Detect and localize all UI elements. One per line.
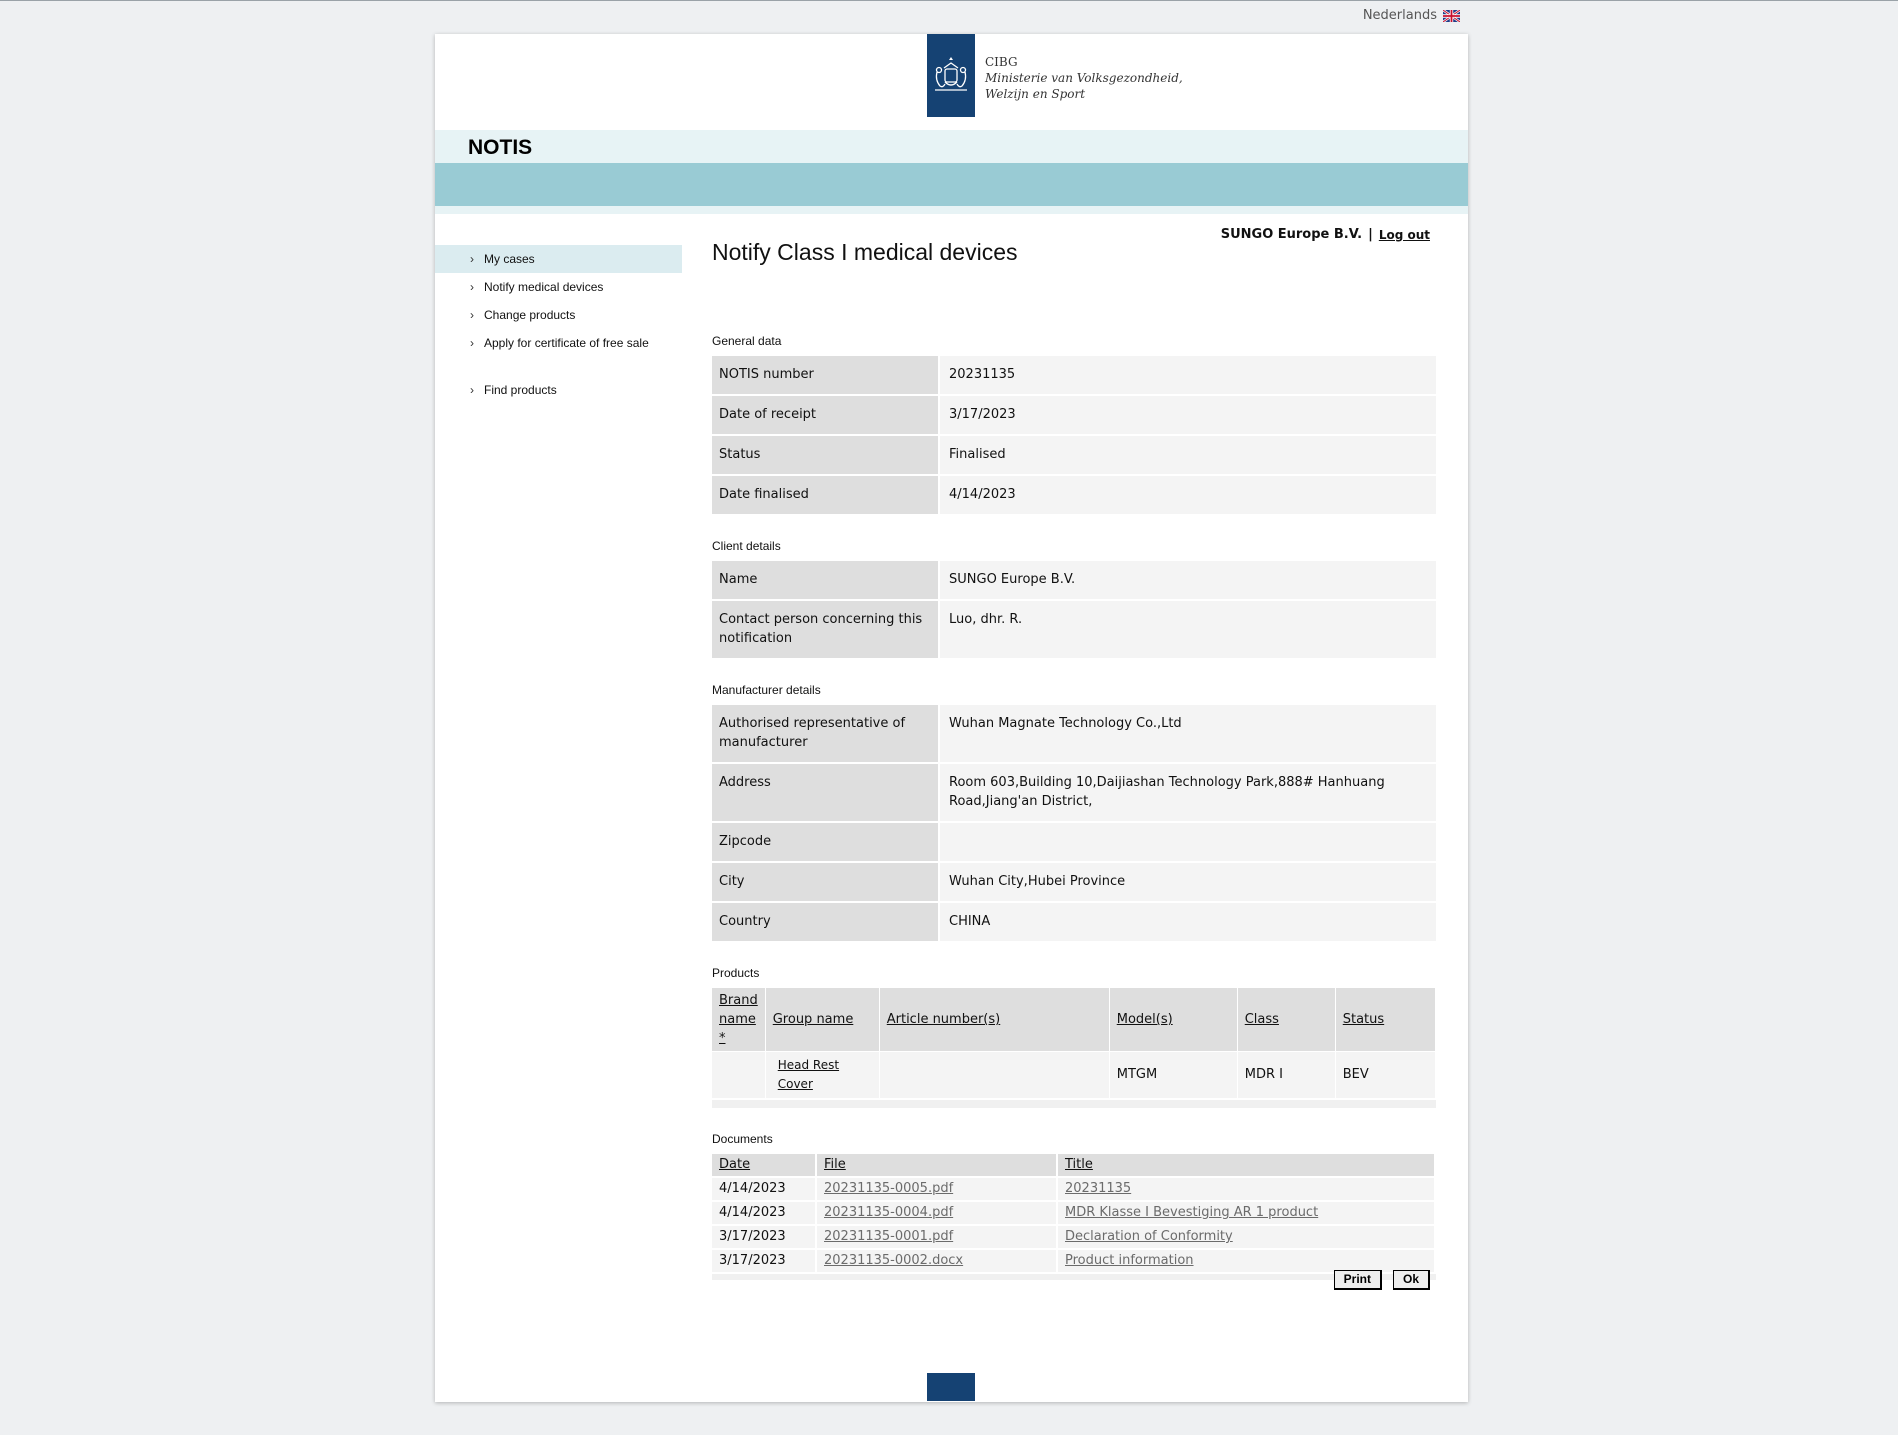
logo-ministry-line2: Welzijn en Sport: [985, 86, 1086, 101]
field-value: Finalised: [940, 436, 1436, 476]
field-label: Name: [712, 561, 940, 601]
page-container: [435, 34, 1468, 1402]
table-row: [712, 601, 1436, 660]
field-label: Date finalised: [712, 476, 940, 516]
documents-table-footer: [712, 1272, 1436, 1280]
doc-title-link[interactable]: Product information: [1065, 1253, 1194, 1268]
doc-date: 3/17/2023: [712, 1224, 817, 1248]
table-row: [712, 1051, 1436, 1098]
cell-class: MDR I: [1238, 1051, 1336, 1098]
field-label: Status: [712, 436, 940, 476]
sidebar-item-label: Notify medical devices: [484, 280, 604, 294]
cell-status: BEV: [1336, 1051, 1436, 1098]
language-link[interactable]: Nederlands: [1362, 8, 1437, 23]
field-value: CHINA: [940, 903, 1436, 943]
field-value: Wuhan City,Hubei Province: [940, 863, 1436, 903]
documents-heading: Documents: [712, 1132, 773, 1146]
products-table: [712, 988, 1436, 1098]
chevron-right-icon: ›: [470, 336, 474, 350]
table-row: [712, 476, 1436, 516]
doc-title-link[interactable]: Declaration of Conformity: [1065, 1229, 1233, 1244]
cell-article: [880, 1051, 1110, 1098]
field-value: 20231135: [940, 356, 1436, 396]
rijksoverheid-emblem-icon: [927, 34, 975, 117]
sidebar-item-label: Apply for certificate of free sale: [484, 336, 649, 350]
doc-title-link[interactable]: MDR Klasse I Bevestiging AR 1 product: [1065, 1205, 1319, 1220]
sidebar-item-label: My cases: [484, 252, 535, 266]
table-row: [712, 823, 1436, 863]
footer-logo-block: [927, 1373, 975, 1401]
client-details-heading: Client details: [712, 539, 781, 553]
field-label: Address: [712, 764, 940, 823]
table-row: [712, 396, 1436, 436]
logout-link[interactable]: Log out: [1378, 227, 1430, 242]
sort-title[interactable]: Title: [1065, 1157, 1093, 1172]
products-heading: Products: [712, 966, 760, 980]
products-table-footer: [712, 1098, 1436, 1108]
doc-file-link[interactable]: 20231135-0001.pdf: [824, 1229, 954, 1244]
sort-date[interactable]: Date: [719, 1157, 751, 1172]
general-data-table: [712, 356, 1436, 516]
sidebar-item-label: Find products: [484, 383, 557, 397]
documents-table: [712, 1154, 1436, 1272]
header-band: [435, 163, 1468, 206]
manufacturer-details-heading: Manufacturer details: [712, 683, 821, 697]
page-title: Notify Class I medical devices: [712, 239, 1018, 265]
site-logo: [927, 34, 1183, 117]
field-value: 4/14/2023: [940, 476, 1436, 516]
sidebar-item-change-products[interactable]: [435, 301, 682, 329]
table-row: [712, 1224, 1436, 1248]
chevron-right-icon: ›: [470, 252, 474, 266]
sort-group-name[interactable]: Group name: [772, 1012, 854, 1027]
doc-date: 4/14/2023: [712, 1176, 817, 1200]
sort-class[interactable]: Class: [1244, 1012, 1279, 1027]
table-row: [712, 356, 1436, 396]
field-value: 3/17/2023: [940, 396, 1436, 436]
uk-flag-icon[interactable]: [1443, 10, 1460, 22]
table-row: [712, 561, 1436, 601]
field-value: Wuhan Magnate Technology Co.,Ltd: [940, 705, 1436, 764]
sort-file[interactable]: File: [824, 1157, 846, 1172]
action-buttons: [1334, 1270, 1430, 1290]
field-label: Zipcode: [712, 823, 940, 863]
table-row: [712, 1200, 1436, 1224]
logo-ministry-line1: Ministerie van Volksgezondheid,: [985, 70, 1183, 85]
cell-model: MTGM: [1110, 1051, 1238, 1098]
client-details-table: [712, 561, 1436, 660]
sidebar-item-apply-certificate[interactable]: [435, 329, 682, 357]
table-row: [712, 1248, 1436, 1272]
table-row: [712, 705, 1436, 764]
sidebar-item-my-cases[interactable]: [435, 245, 682, 273]
user-separator: |: [1368, 227, 1373, 242]
logo-text: [985, 54, 1183, 102]
table-row: [712, 1176, 1436, 1200]
table-header-row: [712, 1154, 1436, 1176]
sort-article-numbers[interactable]: Article number(s): [886, 1012, 1001, 1027]
table-row: [712, 903, 1436, 943]
field-label: Authorised representative of manufacturer: [712, 705, 940, 764]
field-value: Luo, dhr. R.: [940, 601, 1436, 660]
sidebar-item-label: Change products: [484, 308, 576, 322]
field-value: Room 603,Building 10,Daijiashan Technology Park,888# Hanhuang Road,Jiang'an District,: [940, 764, 1436, 823]
doc-file-link[interactable]: 20231135-0002.docx: [824, 1253, 964, 1268]
general-data-heading: General data: [712, 334, 782, 348]
field-label: NOTIS number: [712, 356, 940, 396]
manufacturer-details-table: [712, 705, 1436, 943]
company-name: SUNGO Europe B.V.: [1220, 227, 1363, 242]
doc-date: 3/17/2023: [712, 1248, 817, 1272]
doc-date: 4/14/2023: [712, 1200, 817, 1224]
sort-status[interactable]: Status: [1342, 1012, 1385, 1027]
logo-org: CIBG: [985, 54, 1018, 69]
doc-title-link[interactable]: 20231135: [1065, 1181, 1132, 1196]
sort-brand-name[interactable]: Brand name *: [719, 993, 758, 1046]
chevron-right-icon: ›: [470, 280, 474, 294]
chevron-right-icon: ›: [470, 308, 474, 322]
doc-file-link[interactable]: 20231135-0005.pdf: [824, 1181, 954, 1196]
sidebar-item-notify-medical-devices[interactable]: [435, 273, 682, 301]
product-group-link[interactable]: Head Rest Cover: [777, 1058, 840, 1091]
app-title: NOTIS: [468, 136, 533, 159]
cell-brand: [712, 1051, 766, 1098]
sidebar-item-find-products[interactable]: [435, 376, 682, 404]
field-label: Contact person concerning this notification: [712, 601, 940, 660]
main-content: [712, 239, 1436, 1280]
table-header-row: [712, 988, 1436, 1051]
field-label: City: [712, 863, 940, 903]
doc-file-link[interactable]: 20231135-0004.pdf: [824, 1205, 954, 1220]
language-switch: [1363, 8, 1460, 23]
field-value: [940, 823, 1436, 863]
table-row: [712, 863, 1436, 903]
header-band-bottom: [435, 206, 1468, 214]
table-row: [712, 436, 1436, 476]
app-title-bar: [435, 130, 1468, 163]
field-label: Country: [712, 903, 940, 943]
ok-button[interactable]: Ok: [1393, 1270, 1430, 1290]
table-row: [712, 764, 1436, 823]
sort-models[interactable]: Model(s): [1116, 1012, 1173, 1027]
field-value: SUNGO Europe B.V.: [940, 561, 1436, 601]
chevron-right-icon: ›: [470, 383, 474, 397]
field-label: Date of receipt: [712, 396, 940, 436]
sidebar-spacer: [435, 357, 682, 376]
print-button[interactable]: Print: [1334, 1270, 1382, 1290]
sidebar-nav: [435, 245, 682, 404]
